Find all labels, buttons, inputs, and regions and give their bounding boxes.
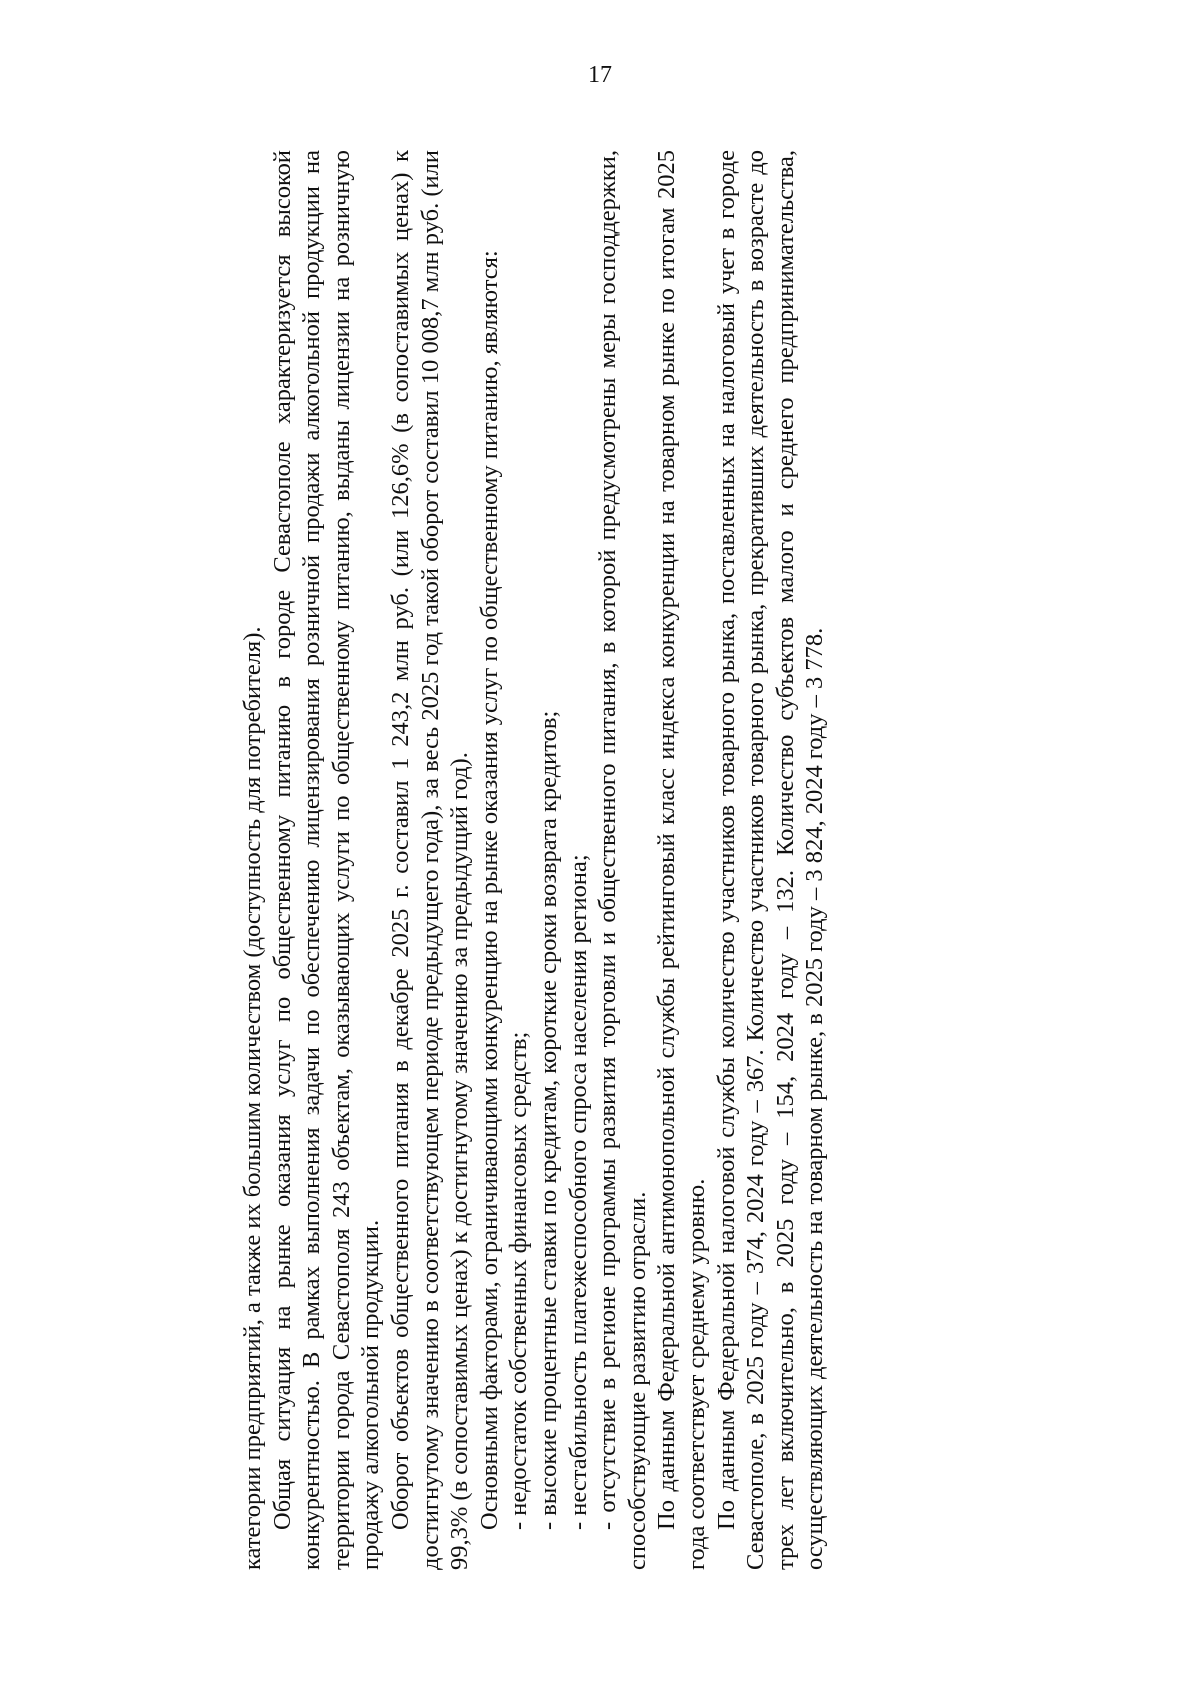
rotated-page-body bbox=[238, 130, 878, 1570]
paragraph-tax-service-data: По данным Федеральной налоговой службы количество участников товарного рынка, поставленных на налоговый учет в городе Севастополе, в 2025 году – 374, 2024 году – 367. Количество участников товарного рынка, прекративших деятельность в возрасте до трех лет включительно, в 2025 году – 154, 2024 году – 132. Количество субъектов малого и среднего предпринимательства, осуществляющих деятельность на товарном рынке, в 2025 году – 3 824, 2024 году – 3 778. bbox=[712, 150, 829, 1570]
paragraph-fas-rating: По данным Федеральной антимонопольной службы рейтинговый класс индекса конкуренции на товарном рынке по итогам 2025 года соответствует среднему уровню. bbox=[653, 150, 710, 1570]
paragraph-market-situation: Общая ситуация на рынке оказания услуг по общественному питанию в городе Севастополе характеризуется высокой конкурентностью. В рамках выполнения задачи по обеспечению лицензирования розничной продажи алкогольной продукции на территории города Севастополя 243 объектам, оказывающих услуги по общественному питанию, выданы лицензии на розничную продажу алкогольной продукции. bbox=[268, 150, 385, 1570]
page-number: 17 bbox=[588, 62, 612, 88]
list-item: - недостаток собственных финансовых средств; bbox=[505, 1031, 533, 1530]
document-text bbox=[238, 150, 830, 1570]
list-item: - отсутствие в регионе программы развития торговли и общественного питания, в которой предусмотрены меры господдержки, способствующие развитию отрасли. bbox=[594, 150, 651, 1570]
paragraph-limiting-factors: Основными факторами, ограничивающими конкуренцию на рынке оказания услуг по общественному питанию, являются: bbox=[475, 250, 503, 1530]
paragraph-intro-continuation: категории предприятий, а также их большим количеством (доступность для потребителя). bbox=[239, 626, 266, 1570]
paragraph-turnover: Оборот объектов общественного питания в декабре 2025 г. составил 1 243,2 млн руб. (или 126,6% (в сопоставимых ценах) к достигнутому значению в соответствующем периоде предыдущего года), за весь 2025 год такой оборот составил 10 008,7 млн руб. (или 99,3% (в сопоставимых ценах) к достигнутому значению за предыдущий год). bbox=[386, 150, 474, 1570]
list-item: - высокие процентные ставки по кредитам, короткие сроки возврата кредитов; bbox=[534, 710, 562, 1530]
list-item: - нестабильность платежеспособного спроса населения региона; bbox=[564, 854, 592, 1530]
